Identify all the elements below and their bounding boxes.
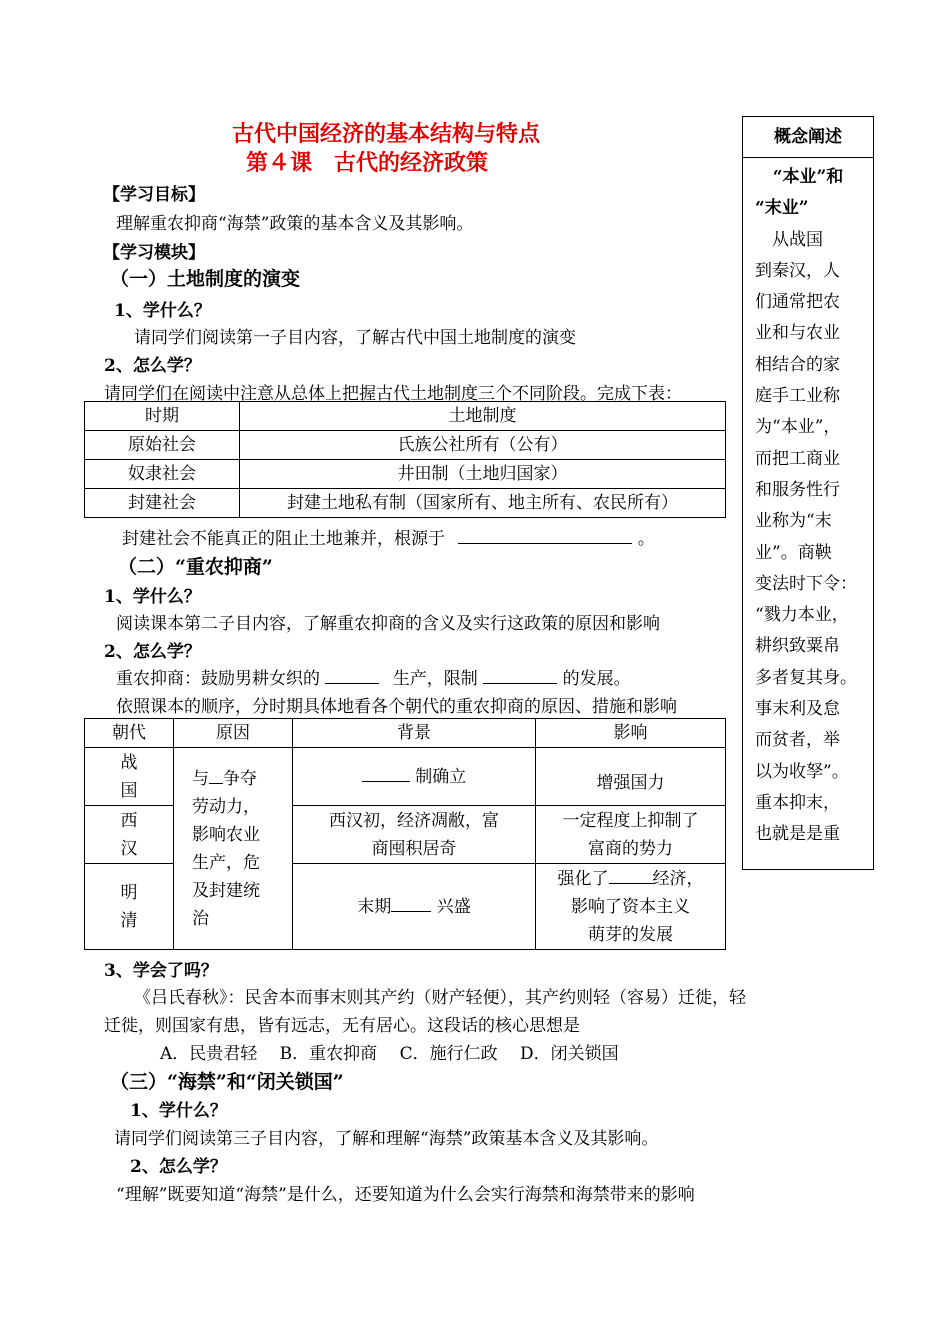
- table-cell: [293, 748, 536, 806]
- concept-sidebar: [742, 116, 874, 870]
- table-cell: 井田制（土地归国家）: [240, 460, 726, 489]
- table-header-cell: 影响: [536, 719, 726, 748]
- s2-definition: [116, 664, 631, 689]
- s1-fill-prefix: 封建社会不能真正的阻止土地兼并，根源于: [122, 529, 445, 549]
- s1-q2: 2、怎么学？: [104, 356, 201, 376]
- quote-line-1: 《吕氏春秋》：民舍本而事末则其产约（财产轻便），其产约则轻（容易）迁徙，轻: [134, 988, 746, 1008]
- def-part-a: 重农抑商：鼓励男耕女织的: [116, 669, 320, 689]
- eff3-mid: 经济，: [652, 868, 704, 889]
- table-row: [85, 402, 726, 431]
- answer-blank[interactable]: [362, 765, 410, 782]
- sidebar-subtitle-1: “本业”和: [772, 167, 844, 187]
- table-cell: 氏族公社所有（公有）: [240, 431, 726, 460]
- reason-cell: [174, 748, 293, 950]
- goal-heading: 【学习目标】: [103, 185, 205, 205]
- table-row: [85, 431, 726, 460]
- section1-heading: （一）土地制度的演变: [110, 268, 301, 290]
- table-header-cell: 朝代: [85, 719, 174, 748]
- section2-heading: （二）“重农抑商”: [118, 556, 273, 578]
- table-row: [85, 460, 726, 489]
- answer-blank[interactable]: [209, 767, 223, 784]
- table-header-cell: 时期: [85, 402, 240, 431]
- s2-q1: 1、学什么？: [104, 587, 201, 607]
- bg3-prefix: 末期: [357, 896, 392, 917]
- s2-intro: 依照课本的顺序，分时期具体地看各个朝代的重农抑商的原因、措施和影响: [116, 697, 677, 717]
- s1-fill-line: [122, 524, 655, 549]
- reason-text: 争夺 劳动力， 影响农业 生产，危 及封建统 治: [192, 768, 260, 929]
- section3-heading: （三）“海禁”和“闭关锁国”: [110, 1071, 344, 1093]
- table-cell: [293, 864, 536, 950]
- table-cell: 封建社会: [85, 489, 240, 518]
- s1-q1: 1、学什么？: [114, 301, 211, 321]
- eff3-prefix: 强化了: [557, 868, 609, 889]
- s1-fill-suffix: 。: [637, 529, 655, 549]
- reason-prefix: 与: [192, 768, 209, 789]
- page-title: 古代中国经济的基本结构与特点: [232, 121, 541, 147]
- def-part-c: 的发展。: [562, 669, 631, 689]
- table-cell: 战 国: [85, 748, 174, 806]
- s1-q1-text: 请同学们阅读第一子目内容，了解古代中国土地制度的演变: [134, 328, 576, 348]
- sidebar-text: 从战国 到秦汉，人 们通常把农 业和与农业 相结合的家 庭手工业称 为“本业”， 而把工商业 和服务性行 业称为“末 业”。商鞅 变法时下令： “戮力本业， 耕织致粟帛 多者复其身。 事末利及怠 而贫者，举 以为收孥”。 重本抑末， 也就是是重: [755, 229, 857, 845]
- table-header-cell: 土地制度: [240, 402, 726, 431]
- eff3-suffix: 影响了资本主义 萌芽的发展: [571, 896, 690, 945]
- table-cell: 奴隶社会: [85, 460, 240, 489]
- table-cell: 西汉初，经济凋敝，富 商囤积居奇: [293, 806, 536, 864]
- answer-blank[interactable]: [458, 527, 632, 544]
- bg3-suffix: 兴盛: [436, 896, 471, 917]
- s1-q2-text: 请同学们在阅读中注意从总体上把握古代土地制度三个不同阶段。完成下表：: [104, 384, 682, 404]
- module-heading: 【学习模块】: [103, 243, 205, 263]
- table-cell: 西 汉: [85, 806, 174, 864]
- sidebar-subtitle-2: “末业”: [755, 198, 809, 219]
- s3-q1: 1、学什么？: [130, 1101, 227, 1121]
- quote-line-2: 迁徙，则国家有患，皆有远志，无有居心。这段话的核心思想是: [104, 1016, 580, 1036]
- policy-table: [84, 718, 726, 950]
- table-header-cell: 背景: [293, 719, 536, 748]
- land-system-table: [84, 401, 726, 518]
- def-part-b: 生产，限制: [392, 669, 478, 689]
- sidebar-body: [743, 158, 873, 851]
- goal-text: 理解重农抑商“海禁”政策的基本含义及其影响。: [116, 214, 474, 234]
- table-header-cell: 原因: [174, 719, 293, 748]
- table-cell: 增强国力: [536, 748, 726, 806]
- table-cell: 明 清: [85, 864, 174, 950]
- table-row: [85, 748, 726, 806]
- table-cell: 原始社会: [85, 431, 240, 460]
- sidebar-heading: 概念阐述: [743, 117, 873, 158]
- table-row: [85, 489, 726, 518]
- lesson-title: 第４课 古代的经济政策: [246, 150, 489, 176]
- s3-q1-text: 请同学们阅读第三子目内容，了解和理解“海禁”政策基本含义及其影响。: [114, 1129, 659, 1149]
- answer-blank[interactable]: [391, 895, 431, 912]
- bg1-text: 制确立: [415, 766, 467, 787]
- s2-q1-text: 阅读课本第二子目内容，了解重农抑商的含义及实行这政策的原因和影响: [116, 614, 660, 634]
- answer-blank[interactable]: [483, 667, 557, 684]
- table-cell: 封建土地私有制（国家所有、地主所有、农民所有）: [240, 489, 726, 518]
- answer-options: A．民贵君轻 B．重农抑商 C．施行仁政 D．闭关锁国: [160, 1044, 619, 1064]
- s2-q2: 2、怎么学？: [104, 642, 201, 662]
- s3-q2-text: “理解”既要知道“海禁”是什么，还要知道为什么会实行海禁和海禁带来的影响: [116, 1185, 695, 1205]
- table-cell: [536, 864, 726, 950]
- s3-q2: 2、怎么学？: [130, 1157, 227, 1177]
- table-cell: 一定程度上抑制了 富商的势力: [536, 806, 726, 864]
- answer-blank[interactable]: [325, 667, 379, 684]
- table-row: [85, 719, 726, 748]
- answer-blank[interactable]: [609, 867, 653, 884]
- s2-q3: 3、学会了吗？: [104, 961, 218, 981]
